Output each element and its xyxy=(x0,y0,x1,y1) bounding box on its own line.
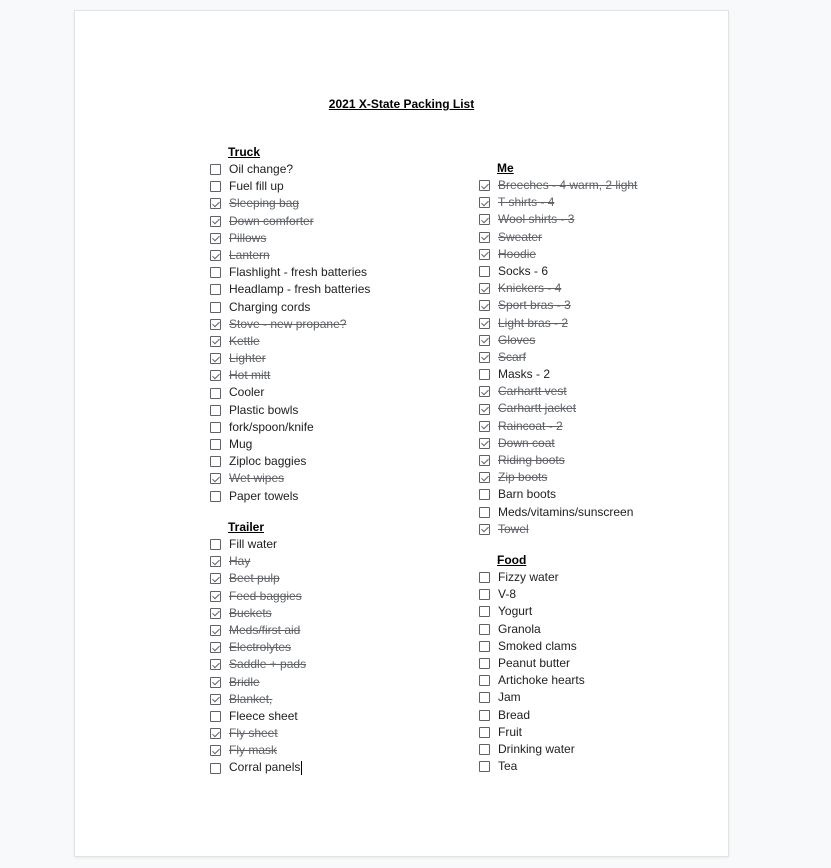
checklist-item-label[interactable]: Sleeping bag xyxy=(229,196,300,211)
checkbox-unchecked-icon[interactable] xyxy=(210,711,221,722)
checklist-item-label[interactable]: Cooler xyxy=(229,385,265,400)
checkbox-checked-icon[interactable] xyxy=(210,216,221,227)
checklist-item xyxy=(210,299,370,316)
section-title-me: Me xyxy=(497,161,514,175)
checkbox-unchecked-icon[interactable] xyxy=(479,369,490,380)
checkbox-unchecked-icon[interactable] xyxy=(479,624,490,635)
checklist-item-label[interactable]: Socks - 6 xyxy=(498,263,549,278)
checklist-item xyxy=(479,349,637,366)
checklist-item-label[interactable]: Fizzy water xyxy=(498,570,559,584)
checkbox-checked-icon[interactable] xyxy=(210,728,221,739)
checkbox-checked-icon[interactable] xyxy=(479,197,490,208)
checklist-food xyxy=(479,569,585,775)
checkbox-checked-icon[interactable] xyxy=(210,250,221,261)
checklist-item-label[interactable]: Mug xyxy=(229,437,253,451)
checkbox-checked-icon[interactable] xyxy=(210,198,221,209)
checklist-item-label[interactable]: Blanket, xyxy=(229,691,273,706)
checklist-item-label[interactable]: Wet wipes xyxy=(229,471,285,486)
checkbox-checked-icon[interactable] xyxy=(210,573,221,584)
checklist-item xyxy=(210,350,370,367)
checklist-item-label[interactable]: Towel xyxy=(498,521,529,536)
checkbox-checked-icon[interactable] xyxy=(210,233,221,244)
checklist-item xyxy=(210,725,306,742)
checklist-item xyxy=(210,605,306,622)
checklist-item xyxy=(479,586,585,603)
checklist-item xyxy=(210,333,370,350)
checklist-item xyxy=(210,622,306,639)
checklist-item xyxy=(479,211,637,228)
checklist-item-label[interactable]: Breeches - 4 warm, 2 light xyxy=(498,178,638,192)
left-column-lower xyxy=(210,519,306,777)
checklist-item xyxy=(479,418,637,435)
checkbox-unchecked-icon[interactable] xyxy=(479,675,490,686)
checklist-item xyxy=(210,213,370,230)
checklist-item-label[interactable]: Scarf xyxy=(498,349,527,364)
checklist-item-label[interactable]: Oil change? xyxy=(229,162,294,176)
checkbox-unchecked-icon[interactable] xyxy=(210,405,221,416)
checklist-item xyxy=(210,316,370,333)
checklist-item xyxy=(479,689,585,706)
checklist-item xyxy=(210,759,306,776)
checkbox-checked-icon[interactable] xyxy=(210,336,221,347)
checklist-item-label[interactable]: Sport bras - 3 xyxy=(498,298,571,313)
checkbox-unchecked-icon[interactable] xyxy=(210,763,221,774)
checklist-item-label[interactable]: Kettle xyxy=(229,333,260,348)
checklist-item xyxy=(479,724,585,741)
checklist-item xyxy=(210,536,306,553)
checklist-item xyxy=(210,488,370,505)
checklist-item xyxy=(479,486,637,503)
checkbox-checked-icon[interactable] xyxy=(210,677,221,688)
checklist-item xyxy=(479,400,637,417)
checklist-item-label[interactable]: fork/spoon/knife xyxy=(229,419,314,434)
checklist-item-label[interactable]: Pillows xyxy=(229,230,267,245)
checkbox-checked-icon[interactable] xyxy=(479,283,490,294)
checkbox-checked-icon[interactable] xyxy=(210,591,221,602)
checklist-item-label[interactable]: Sweater xyxy=(498,229,543,244)
checklist-item-label[interactable]: Granola xyxy=(498,621,541,636)
checklist-item-label[interactable]: Barn boots xyxy=(498,487,557,502)
checkbox-unchecked-icon[interactable] xyxy=(479,744,490,755)
checkbox-unchecked-icon[interactable] xyxy=(479,692,490,703)
checklist-item-label[interactable]: Feed baggies xyxy=(229,588,302,603)
checklist-item-label[interactable]: Artichoke hearts xyxy=(498,673,585,688)
checkbox-unchecked-icon[interactable] xyxy=(479,727,490,738)
checklist-item xyxy=(479,366,637,383)
checkbox-unchecked-icon[interactable] xyxy=(210,456,221,467)
section-trailer xyxy=(210,519,306,777)
checklist-item-label[interactable]: Stove - new propane? xyxy=(229,316,347,331)
checkbox-unchecked-icon[interactable] xyxy=(210,181,221,192)
checklist-item-label[interactable]: Masks - 2 xyxy=(498,367,551,382)
checklist-item-label[interactable]: Paper towels xyxy=(229,488,299,503)
checklist-item-label[interactable]: Ziploc baggies xyxy=(229,454,307,469)
checklist-item xyxy=(210,639,306,656)
checkbox-checked-icon[interactable] xyxy=(210,625,221,636)
checklist-item xyxy=(479,246,637,263)
checklist-item-label[interactable]: Bridle xyxy=(229,674,260,689)
checkbox-checked-icon[interactable] xyxy=(479,524,490,535)
checklist-item xyxy=(210,453,370,470)
checklist-item xyxy=(210,674,306,691)
checklist-item-label[interactable]: Zip boots xyxy=(498,470,548,485)
checklist-item-label[interactable]: Wool shirts - 3 xyxy=(498,212,575,227)
section-title-trailer: Trailer xyxy=(228,520,265,534)
checklist-item-label[interactable]: V-8 xyxy=(498,587,517,602)
checkbox-checked-icon[interactable] xyxy=(210,370,221,381)
checkbox-unchecked-icon[interactable] xyxy=(479,710,490,721)
checklist-item-label[interactable]: T shirts - 4 xyxy=(498,195,555,210)
checklist-item xyxy=(479,435,637,452)
checklist-item xyxy=(210,178,370,195)
checkbox-unchecked-icon[interactable] xyxy=(210,164,221,175)
checkbox-checked-icon[interactable] xyxy=(479,318,490,329)
checklist-item xyxy=(479,229,637,246)
right-column-lower xyxy=(479,552,585,775)
checklist-item-label[interactable]: Flashlight - fresh batteries xyxy=(229,265,368,280)
checklist-item xyxy=(479,332,637,349)
checklist-item-label[interactable]: Jam xyxy=(498,690,521,705)
checklist-item-label[interactable]: Hot mitt xyxy=(229,368,271,383)
checkbox-checked-icon[interactable] xyxy=(479,214,490,225)
checklist-item xyxy=(210,553,306,570)
checklist-item xyxy=(479,469,637,486)
checklist-item-label[interactable]: Meds/vitamins/sunscreen xyxy=(498,504,634,519)
checklist-item-label[interactable]: Bread xyxy=(498,707,531,722)
checklist-item-label[interactable]: Down coat xyxy=(498,435,555,450)
document-page[interactable] xyxy=(75,11,728,856)
checkbox-unchecked-icon[interactable] xyxy=(210,267,221,278)
checklist-item-label[interactable]: Carhartt vest xyxy=(498,384,567,399)
checklist-item-label[interactable]: Fill water xyxy=(229,537,278,551)
checklist-item xyxy=(210,281,370,298)
checklist-item-label[interactable]: Raincoat - 2 xyxy=(498,418,563,433)
document-title: 2021 X-State Packing List xyxy=(328,97,475,111)
checklist-item xyxy=(479,504,637,521)
checkbox-checked-icon[interactable] xyxy=(479,455,490,466)
checklist-item xyxy=(210,384,370,401)
checklist-item-label[interactable]: Fly sheet xyxy=(229,726,278,741)
checkbox-checked-icon[interactable] xyxy=(210,353,221,364)
section-truck xyxy=(210,144,370,505)
checklist-item xyxy=(210,195,370,212)
checklist-item xyxy=(210,247,370,264)
section-food xyxy=(479,552,585,775)
text-cursor xyxy=(301,761,302,775)
checklist-item-label[interactable]: Peanut butter xyxy=(498,655,571,670)
checklist-item xyxy=(479,280,637,297)
checklist-item-label[interactable]: Riding boots xyxy=(498,453,565,467)
checklist-item xyxy=(479,638,585,655)
checklist-item-label[interactable]: Yogurt xyxy=(498,604,533,619)
checkbox-unchecked-icon[interactable] xyxy=(479,572,490,583)
checklist-item-label[interactable]: Headlamp - fresh batteries xyxy=(229,282,371,297)
checkbox-unchecked-icon[interactable] xyxy=(479,658,490,669)
checklist-item-label[interactable]: Light bras - 2 xyxy=(498,315,569,330)
checklist-item-label[interactable]: Fuel fill up xyxy=(229,179,284,194)
checklist-item xyxy=(479,655,585,672)
checkbox-unchecked-icon[interactable] xyxy=(210,284,221,295)
checklist-item xyxy=(210,708,306,725)
checkbox-unchecked-icon[interactable] xyxy=(210,539,221,550)
checkbox-checked-icon[interactable] xyxy=(479,472,490,483)
checkbox-checked-icon[interactable] xyxy=(479,386,490,397)
checklist-item-label[interactable]: Carhartt jacket xyxy=(498,401,577,416)
checklist-item xyxy=(479,452,637,469)
checklist-item xyxy=(479,621,585,638)
checklist-item xyxy=(210,588,306,605)
checkbox-checked-icon[interactable] xyxy=(479,300,490,311)
checkbox-unchecked-icon[interactable] xyxy=(210,388,221,399)
checklist-item-label[interactable]: Lantern xyxy=(229,247,270,262)
checkbox-unchecked-icon[interactable] xyxy=(479,507,490,518)
checklist-truck xyxy=(210,161,370,505)
checkbox-checked-icon[interactable] xyxy=(479,352,490,363)
checklist-me xyxy=(479,177,637,538)
checkbox-unchecked-icon[interactable] xyxy=(210,491,221,502)
checklist-item xyxy=(479,263,637,280)
checklist-item-label[interactable]: Meds/first aid xyxy=(229,622,301,637)
checklist-item xyxy=(479,383,637,400)
checklist-item xyxy=(210,570,306,587)
checklist-item xyxy=(479,707,585,724)
checkbox-checked-icon[interactable] xyxy=(479,335,490,346)
checklist-item-label[interactable]: Fruit xyxy=(498,724,522,739)
checklist-item xyxy=(210,264,370,281)
checkbox-unchecked-icon[interactable] xyxy=(479,589,490,600)
checklist-item xyxy=(210,161,370,178)
left-column xyxy=(210,144,370,505)
checklist-item-label[interactable]: Electrolytes xyxy=(229,640,292,655)
checklist-item xyxy=(479,315,637,332)
checklist-item-label[interactable]: Plastic bowls xyxy=(229,402,299,417)
checklist-item xyxy=(210,230,370,247)
checklist-item xyxy=(210,656,306,673)
checklist-item xyxy=(210,367,370,384)
checklist-item xyxy=(210,419,370,436)
checklist-item xyxy=(479,672,585,689)
section-title-truck: Truck xyxy=(228,145,261,159)
checkbox-unchecked-icon[interactable] xyxy=(479,489,490,500)
checkbox-checked-icon[interactable] xyxy=(210,319,221,330)
checkbox-checked-icon[interactable] xyxy=(479,404,490,415)
checklist-item-label[interactable]: Lighter xyxy=(229,351,266,366)
checklist-item xyxy=(479,177,637,194)
checkbox-checked-icon[interactable] xyxy=(479,249,490,260)
checkbox-checked-icon[interactable] xyxy=(210,473,221,484)
checklist-item xyxy=(210,742,306,759)
checklist-item xyxy=(479,521,637,538)
checklist-trailer xyxy=(210,536,306,777)
checklist-item-label[interactable]: Down comforter xyxy=(229,213,314,228)
checklist-item-label[interactable]: Fly mask xyxy=(229,743,277,758)
checklist-item-label[interactable]: Hoodie xyxy=(498,246,537,261)
checkbox-unchecked-icon[interactable] xyxy=(479,606,490,617)
checkbox-checked-icon[interactable] xyxy=(210,694,221,705)
checklist-item xyxy=(479,194,637,211)
checklist-item-label[interactable]: Hay xyxy=(229,554,251,569)
checklist-item xyxy=(479,569,585,586)
checklist-item xyxy=(210,470,370,487)
checklist-item-label[interactable]: Charging cords xyxy=(229,299,311,314)
checklist-item xyxy=(479,297,637,314)
checklist-item-label[interactable]: Corral panels xyxy=(229,760,301,775)
section-title-food: Food xyxy=(497,553,527,567)
right-column xyxy=(479,160,637,538)
checkbox-checked-icon[interactable] xyxy=(479,232,490,243)
checklist-item xyxy=(210,691,306,708)
checkbox-checked-icon[interactable] xyxy=(210,556,221,567)
checklist-item-label[interactable]: Saddle + pads xyxy=(229,657,307,672)
checkbox-checked-icon[interactable] xyxy=(210,608,221,619)
checkbox-unchecked-icon[interactable] xyxy=(479,641,490,652)
checkbox-unchecked-icon[interactable] xyxy=(210,302,221,313)
checklist-item xyxy=(210,436,370,453)
checkbox-checked-icon[interactable] xyxy=(210,642,221,653)
checklist-item-label[interactable]: Tea xyxy=(498,759,518,774)
checkbox-checked-icon[interactable] xyxy=(479,438,490,449)
checklist-item-label[interactable]: Buckets xyxy=(229,605,272,620)
checklist-item-label[interactable]: Drinking water xyxy=(498,741,575,756)
checklist-item xyxy=(210,402,370,419)
checklist-item-label[interactable]: Gloves xyxy=(498,332,536,347)
checklist-item-label[interactable]: Knickers - 4 xyxy=(498,281,562,296)
checkbox-checked-icon[interactable] xyxy=(210,659,221,670)
checkbox-unchecked-icon[interactable] xyxy=(479,266,490,277)
checklist-item-label[interactable]: Beet pulp xyxy=(229,571,280,586)
checkbox-checked-icon[interactable] xyxy=(210,745,221,756)
checklist-item xyxy=(479,758,585,775)
checkbox-unchecked-icon[interactable] xyxy=(210,422,221,433)
checkbox-checked-icon[interactable] xyxy=(479,421,490,432)
section-me xyxy=(479,160,637,538)
checklist-item xyxy=(479,741,585,758)
checklist-item-label[interactable]: Fleece sheet xyxy=(229,708,298,723)
checkbox-unchecked-icon[interactable] xyxy=(479,761,490,772)
checklist-item-label[interactable]: Smoked clams xyxy=(498,638,577,653)
checkbox-checked-icon[interactable] xyxy=(479,180,490,191)
checklist-item xyxy=(479,603,585,620)
checkbox-unchecked-icon[interactable] xyxy=(210,439,221,450)
